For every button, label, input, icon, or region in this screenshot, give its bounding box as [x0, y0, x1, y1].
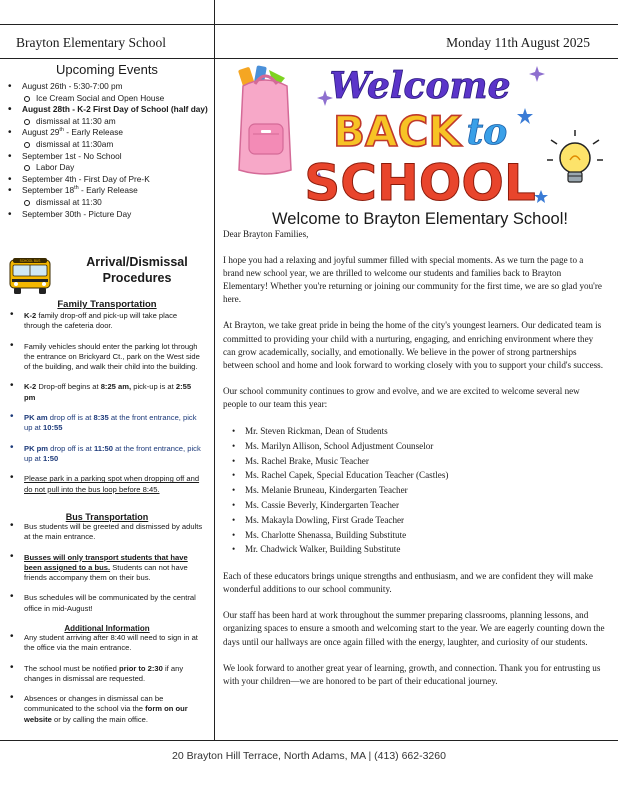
upcoming-events	[0, 62, 214, 220]
header-bottom-rule	[0, 58, 618, 59]
header-top-rule	[0, 24, 618, 25]
staff-item: • Ms. Cassie Beverly, Kindergarten Teacher	[223, 498, 605, 513]
list-item: • Busses will only transport students that have been assigned to a bus. Students can not have friends accompany them on their bus.	[0, 553, 214, 584]
welcome-letter	[223, 228, 605, 701]
event-detail: dismissal at 11:30 am	[0, 116, 214, 128]
newsletter-date: Monday 11th August 2025	[446, 35, 590, 50]
staff-item: • Ms. Melanie Bruneau, Kindergarten Teacher	[223, 483, 605, 498]
column-divider	[214, 0, 215, 740]
family-transportation-list	[0, 311, 214, 495]
events-list	[0, 81, 214, 220]
bus-transportation-list	[0, 522, 214, 614]
staff-item: • Ms. Charlotte Shenassa, Building Substitute	[223, 528, 605, 543]
list-item: • Absences or changes in dismissal can be communicated to the school via the form on our website or by calling the main office.	[0, 694, 214, 725]
family-transportation-title: Family Transportation	[57, 299, 157, 310]
school-word: SCHOOL	[304, 154, 536, 210]
event-item: • August 28th - K-2 First Day of School (half day)	[0, 104, 214, 116]
event-detail: dismissal at 11:30am	[0, 139, 214, 151]
staff-item: • Ms. Makayla Dowling, First Grade Teacher	[223, 513, 605, 528]
list-item: • Family vehicles should enter the parking lot through the entrance on Brickyard Ct., park on the West side of the building, and walk their child into the building.	[0, 342, 214, 373]
letter-greeting: Dear Brayton Families,	[223, 229, 309, 239]
letter-paragraph: We look forward to another great year of learning, growth, and connection. Thank you for entrusting us with your children—we are honored to be part of their educational journey.	[223, 662, 601, 686]
letter-paragraph: Each of these educators brings unique strengths and enthusiasm, and we are confident they will make wonderful additions to our school community.	[223, 571, 593, 595]
list-item: • Bus students will be greeted and dismissed by adults at the main entrance.	[0, 522, 214, 543]
list-item: • Please park in a parking spot when dropping off and do not pull into the bus loop before 8:45.	[0, 474, 214, 495]
staff-item: • Mr. Steven Rickman, Dean of Students	[223, 424, 605, 439]
to-word: to	[466, 111, 508, 153]
footer-contact: 20 Brayton Hill Terrace, North Adams, MA | (413) 662-3260	[172, 750, 446, 762]
letter-headline: Welcome to Brayton Elementary School!	[272, 210, 568, 228]
event-item: • August 29th - Early Release	[0, 127, 214, 139]
staff-item: • Mr. Chadwick Walker, Building Substitute	[223, 542, 605, 557]
additional-information-list	[0, 633, 214, 725]
event-item: • September 30th - Picture Day	[0, 209, 214, 221]
backpack-icon	[238, 65, 291, 174]
list-item: • The school must be notified prior to 2:30 if any changes in dismissal are requested.	[0, 664, 214, 685]
staff-item: • Ms. Rachel Capek, Special Education Teacher (Castles)	[223, 468, 605, 483]
letter-paragraph: I hope you had a relaxing and joyful summer filled with special moments. As we turn the page to a brand new school year, we are thrilled to welcome our students and families back to Brayton Elementary! Whether you're returning or joining our community for the first time, we are so glad you're here.	[223, 255, 602, 305]
lightbulb-icon	[547, 130, 603, 182]
event-item: • August 26th - 5:30-7:00 pm	[0, 81, 214, 93]
staff-item: • Ms. Rachel Brake, Music Teacher	[223, 454, 605, 469]
list-item: • Bus schedules will be communicated by the central office in mid-August!	[0, 593, 214, 614]
events-title: Upcoming Events	[56, 62, 158, 77]
welcome-back-to-school-banner	[225, 60, 615, 210]
list-item: • PK am drop off is at 8:35 at the front entrance, pick up at 10:55	[0, 413, 214, 434]
list-item: • K-2 family drop-off and pick-up will take place through the cafeteria door.	[0, 311, 214, 332]
event-item: • September 18th - Early Release	[0, 185, 214, 197]
school-bus-icon	[8, 256, 52, 296]
list-item: • PK pm drop off is at 11:50 at the front entrance, pick up at 1:50	[0, 444, 214, 465]
list-item: • K-2 Drop-off begins at 8:25 am, pick-up is at 2:55 pm	[0, 382, 214, 403]
event-detail: dismissal at 11:30	[0, 197, 214, 209]
letter-paragraph: At Brayton, we take great pride in being the home of the city's youngest learners. Our dedicated team is committed to providing your child with a nurturing, engaging, and enriching environment where they can grow academically, socially, and emotionally. We believe in the power of strong partnerships between school and home and look forward to working closely with you to support your child's success.	[223, 320, 604, 370]
event-item: • September 4th - First Day of Pre-K	[0, 174, 214, 186]
school-name: Brayton Elementary School	[16, 35, 166, 50]
additional-information-title: Additional Information	[64, 624, 150, 633]
new-staff-list	[223, 424, 605, 557]
bus-transportation-title: Bus Transportation	[65, 512, 149, 522]
event-detail: Labor Day	[0, 162, 214, 174]
letter-paragraph: Our school community continues to grow and evolve, and we are excited to welcome several new people to our team this year:	[223, 385, 580, 409]
event-detail: Ice Cream Social and Open House	[0, 93, 214, 105]
arrival-dismissal-title: Arrival/Dismissal Procedures	[86, 255, 188, 285]
footer-rule	[0, 740, 618, 741]
bus-sign-text: SCHOOL BUS	[19, 259, 41, 263]
event-item: • September 1st - No School	[0, 151, 214, 163]
letter-paragraph: Our staff has been hard at work throughout the summer preparing classrooms, planning lessons, and organizing spaces to ensure a smooth and welcoming start to the year. We are eagerly counting down the days until our hallways are once again filled with the energy, laughter, and curiosity of our students.	[223, 610, 605, 647]
list-item: • Any student arriving after 8:40 will need to sign in at the office via the main entrance.	[0, 633, 214, 654]
welcome-word: Welcome	[329, 65, 511, 107]
staff-item: • Ms. Marilyn Allison, School Adjustment Counselor	[223, 439, 605, 454]
back-word: BACK	[333, 107, 461, 156]
